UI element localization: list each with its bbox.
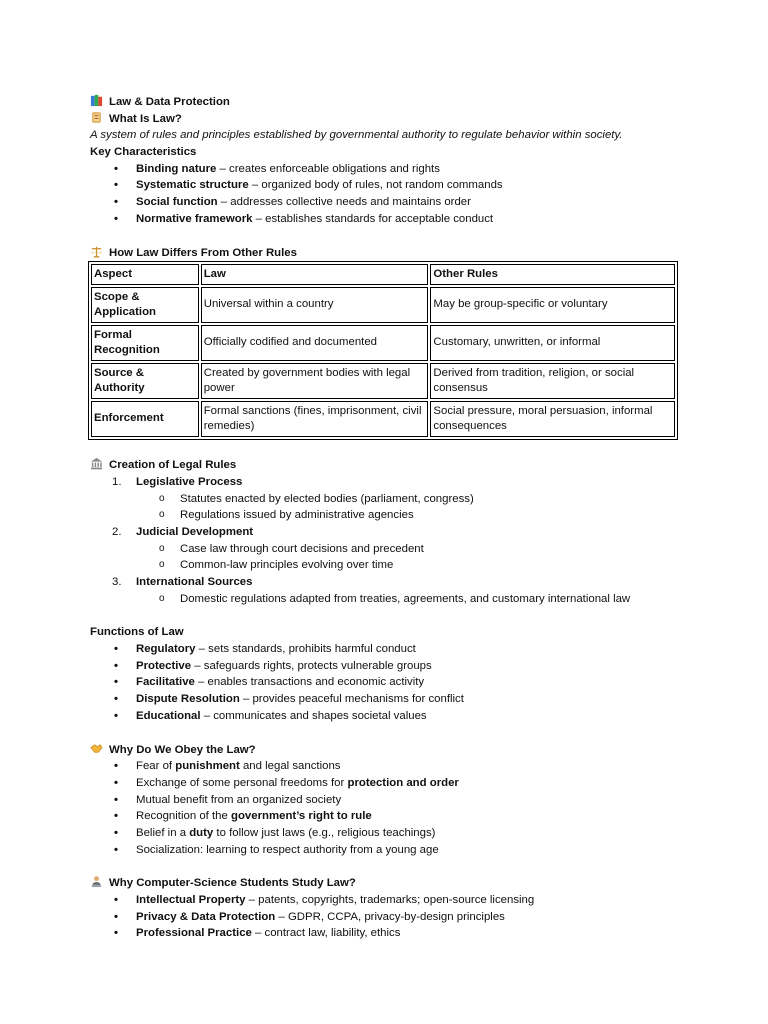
cs-list	[90, 892, 690, 942]
table-header-cell: Aspect	[91, 264, 199, 285]
functions-list	[90, 641, 690, 724]
table-cell: Scope & Application	[91, 287, 199, 323]
list-item: • Dispute Resolution – provides peaceful mechanisms for conflict	[90, 691, 690, 708]
list-item: • Mutual benefit from an organized society	[90, 792, 690, 809]
table-cell: May be group-specific or voluntary	[430, 287, 675, 323]
list-item: • Facilitative – enables transactions and economic activity	[90, 674, 690, 691]
table-cell: Derived from tradition, religion, or social consensus	[430, 363, 675, 399]
sub-list-item: o Statutes enacted by elected bodies (parliament, congress)	[90, 491, 690, 508]
how-law-differs-heading: How Law Differs From Other Rules	[90, 245, 690, 262]
list-item: 2. Judicial Development	[112, 525, 254, 538]
table-cell: Customary, unwritten, or informal	[430, 325, 675, 361]
handshake-icon	[90, 742, 103, 755]
creation-heading: Creation of Legal Rules	[90, 457, 690, 474]
sub-list-item: o Common-law principles evolving over time	[90, 557, 690, 574]
list-item: • Regulatory – sets standards, prohibits harmful conduct	[90, 641, 690, 658]
list-item: • Recognition of the government’s right to rule	[90, 808, 690, 825]
table-row	[91, 325, 675, 361]
list-item: 1. Legislative Process	[112, 475, 243, 488]
table-cell: Officially codified and documented	[201, 325, 429, 361]
table-cell: Source & Authority	[91, 363, 199, 399]
table-cell: Social pressure, moral persuasion, informal consequences	[430, 401, 675, 437]
list-item: • Educational – communicates and shapes societal values	[90, 708, 690, 725]
list-item: • Exchange of some personal freedoms for protection and order	[90, 775, 690, 792]
table-cell: Universal within a country	[201, 287, 429, 323]
list-item: • Systematic structure – organized body of rules, not random commands	[90, 177, 690, 194]
table-header-row	[91, 264, 675, 285]
creation-list	[90, 474, 690, 608]
technologist-icon	[90, 875, 103, 888]
table-cell: Formal Recognition	[91, 325, 199, 361]
key-characteristics-heading: Key Characteristics	[90, 146, 197, 159]
list-item: • Protective – safeguards rights, protects vulnerable groups	[90, 658, 690, 675]
functions-heading: Functions of Law	[90, 626, 184, 639]
table-cell: Enforcement	[91, 401, 199, 437]
list-item: • Social function – addresses collective needs and maintains order	[90, 194, 690, 211]
table-cell: Created by government bodies with legal power	[201, 363, 429, 399]
list-item: • Normative framework – establishes standards for acceptable conduct	[90, 211, 690, 228]
table-cell: Formal sanctions (fines, imprisonment, civil remedies)	[201, 401, 429, 437]
cs-heading: Why Computer-Science Students Study Law?	[90, 875, 690, 892]
obey-heading: Why Do We Obey the Law?	[90, 742, 690, 759]
what-is-law-heading: What Is Law?	[90, 111, 690, 128]
sub-list-item: o Regulations issued by administrative agencies	[90, 507, 690, 524]
sub-list-item: o Case law through court decisions and precedent	[90, 541, 690, 558]
sub-list-item: o Domestic regulations adapted from treaties, agreements, and customary international law	[90, 591, 690, 608]
key-characteristics-list	[90, 161, 690, 228]
document-page	[90, 94, 690, 942]
title-text: Law & Data Protection	[109, 96, 230, 108]
table-row	[91, 363, 675, 399]
table-header-cell: Law	[201, 264, 429, 285]
list-item: • Professional Practice – contract law, liability, ethics	[90, 925, 690, 942]
document-title	[90, 94, 690, 111]
list-item: • Intellectual Property – patents, copyrights, trademarks; open-source licensing	[90, 892, 690, 909]
list-item: • Fear of punishment and legal sanctions	[90, 758, 690, 775]
books-icon	[90, 94, 103, 107]
table-header-cell: Other Rules	[430, 264, 675, 285]
table-row	[91, 401, 675, 437]
list-item: 3. International Sources	[112, 576, 253, 588]
classical-building-icon	[90, 457, 103, 470]
list-item: • Binding nature – creates enforceable obligations and rights	[90, 161, 690, 178]
list-item: • Socialization: learning to respect authority from a young age	[90, 842, 690, 859]
law-definition: A system of rules and principles established by governmental authority to regulate behavior within society.	[90, 129, 623, 142]
scroll-icon	[90, 111, 103, 124]
list-item: • Belief in a duty to follow just laws (e.g., religious teachings)	[90, 825, 690, 842]
table-row	[91, 287, 675, 323]
list-item: • Privacy & Data Protection – GDPR, CCPA, privacy-by-design principles	[90, 909, 690, 926]
comparison-table	[88, 261, 678, 440]
scales-icon	[90, 245, 103, 258]
obey-list	[90, 758, 690, 858]
